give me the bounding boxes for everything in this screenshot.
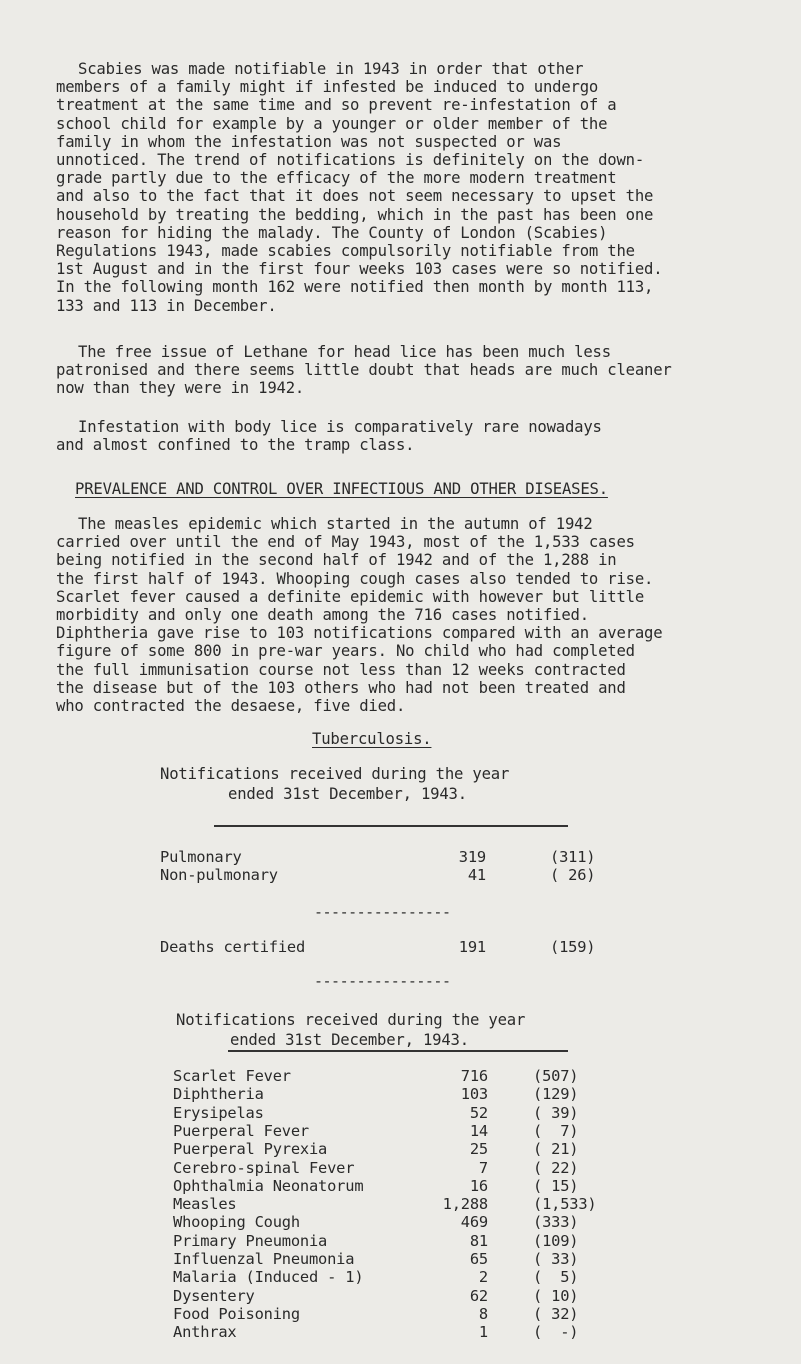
- infectious-row-previous: ( 33): [533, 1250, 579, 1268]
- infectious-row-label: Whooping Cough: [173, 1213, 300, 1232]
- infectious-row-previous: (1,533): [533, 1195, 597, 1214]
- paragraph-body-lice: Infestation with body lice is comparatively rare nowadays and almost confined to the tramp class.: [56, 418, 602, 455]
- infectious-caption-line1: Notifications received during the year: [176, 1011, 526, 1029]
- infectious-row-previous: ( 15): [533, 1176, 579, 1195]
- infectious-row-current: 103: [460, 1085, 488, 1104]
- infectious-row: [0, 1250, 801, 1268]
- infectious-row-current: 8: [478, 1304, 488, 1323]
- tb-row-current: 319: [458, 848, 486, 866]
- infectious-row-label: Cerebro-spinal Fever: [173, 1158, 355, 1177]
- infectious-row: [0, 1323, 801, 1341]
- infectious-row-label: Puerperal Pyrexia: [173, 1140, 328, 1159]
- infectious-caption-underline: [228, 1050, 568, 1052]
- infectious-row-current: 14: [469, 1121, 488, 1140]
- tb-row: [0, 866, 801, 884]
- infectious-row: [0, 1195, 801, 1213]
- infectious-row: [0, 1213, 801, 1231]
- infectious-row-previous: ( 32): [533, 1304, 579, 1323]
- infectious-row-current: 716: [460, 1067, 488, 1085]
- infectious-row: [0, 1177, 801, 1195]
- tb-row-previous: (311): [550, 848, 596, 866]
- infectious-row-current: 81: [469, 1231, 488, 1250]
- infectious-row-label: Scarlet Fever: [173, 1067, 291, 1085]
- infectious-row: [0, 1268, 801, 1286]
- infectious-row-label: Diphtheria: [173, 1085, 264, 1104]
- infectious-row-label: Anthrax: [173, 1323, 237, 1342]
- infectious-row-label: Malaria (Induced - 1): [173, 1268, 364, 1287]
- infectious-row: [0, 1085, 801, 1103]
- infectious-row: [0, 1305, 801, 1323]
- tb-deaths-row: [0, 938, 801, 956]
- infectious-row-previous: ( 7): [533, 1121, 579, 1140]
- tb-deaths-label: Deaths certified: [160, 938, 306, 956]
- tb-row-label: Non-pulmonary: [160, 866, 278, 884]
- tb-caption-line1: Notifications received during the year: [160, 765, 510, 783]
- infectious-row-current: 52: [469, 1103, 488, 1122]
- tb-row-label: Pulmonary: [160, 848, 242, 866]
- tb-row-current: 41: [467, 866, 486, 884]
- infectious-row-label: Primary Pneumonia: [173, 1231, 328, 1250]
- infectious-row-current: 65: [469, 1250, 488, 1268]
- infectious-row-previous: (507): [533, 1067, 579, 1085]
- paragraph-lethane: The free issue of Lethane for head lice has been much less patronised and there seems little doubt that heads are much cleaner now than they were in 1942.: [56, 343, 672, 398]
- infectious-row-previous: ( 39): [533, 1103, 579, 1122]
- infectious-row-previous: (109): [533, 1231, 579, 1250]
- infectious-row-label: Food Poisoning: [173, 1304, 300, 1323]
- heading-prevalence: PREVALENCE AND CONTROL OVER INFECTIOUS AND OTHER DISEASES.: [75, 480, 608, 498]
- tb-deaths-previous: (159): [550, 938, 596, 956]
- paragraph-scabies: Scabies was made notifiable in 1943 in order that other members of a family might if infested be induced to undergo treatment at the same time and so prevent re-infestation of a school child for example by a younger or older member of the family in whom the infestation was not suspected or was unnoticed. The trend of notifications is definitely on the down- grade partly due to the efficacy of the more modern treatment and also to the fact that it does not seem necessary to upset the household by treating the bedding, which in the past has been one reason for hiding the malady. The County of London (Scabies) Regulations 1943, made scabies compulsorily notifiable from the 1st August and in the first four weeks 103 cases were so notified. In the following month 162 were notified then month by month 113, 133 and 113 in December.: [56, 60, 663, 315]
- infectious-row: [0, 1287, 801, 1305]
- infectious-row-label: Puerperal Fever: [173, 1121, 309, 1140]
- tb-deaths-current: 191: [458, 938, 486, 956]
- infectious-caption-line2: ended 31st December, 1943.: [230, 1031, 469, 1049]
- paragraph-measles: The measles epidemic which started in the autumn of 1942 carried over until the end of May 1943, most of the 1,533 cases being notified in the second half of 1942 and of the 1,288 in the first half of 1943. Whooping cough cases also tended to rise. Scarlet fever caused a definite epidemic with however but little morbidity and only one death among the 716 cases notified. Diphtheria gave rise to 103 notifications compared with an average figure of some 800 in pre-war years. No child who had completed the full immunisation course not less than 12 weeks contracted the disease but of the 103 others who had not been treated and who contracted the desaese, five died.: [56, 515, 663, 716]
- infectious-row-previous: ( 22): [533, 1158, 579, 1177]
- heading-tuberculosis: Tuberculosis.: [312, 730, 432, 748]
- infectious-row-current: 2: [478, 1268, 488, 1287]
- infectious-row-previous: ( -): [533, 1323, 579, 1342]
- infectious-row: [0, 1159, 801, 1177]
- infectious-row-current: 7: [478, 1158, 488, 1177]
- infectious-row-label: Influenzal Pneumonia: [173, 1250, 355, 1268]
- tb-row-previous: ( 26): [550, 866, 596, 884]
- infectious-row: [0, 1104, 801, 1122]
- infectious-row: [0, 1067, 801, 1085]
- tb-separator-top: ----------------: [314, 903, 451, 921]
- infectious-row-label: Erysipelas: [173, 1103, 264, 1122]
- infectious-row-current: 1,288: [442, 1195, 488, 1214]
- tb-caption-underline: [214, 825, 568, 827]
- tb-caption-line2: ended 31st December, 1943.: [228, 785, 467, 803]
- infectious-row-current: 469: [460, 1213, 488, 1232]
- tb-separator-bottom: ----------------: [314, 972, 451, 990]
- tb-row: [0, 848, 801, 866]
- infectious-row-previous: ( 21): [533, 1140, 579, 1159]
- infectious-row-label: Dysentery: [173, 1286, 255, 1305]
- infectious-row-label: Ophthalmia Neonatorum: [173, 1176, 364, 1195]
- infectious-row-previous: ( 5): [533, 1268, 579, 1287]
- infectious-row-current: 16: [469, 1176, 488, 1195]
- infectious-row-previous: ( 10): [533, 1286, 579, 1305]
- infectious-row: [0, 1140, 801, 1158]
- infectious-row-current: 25: [469, 1140, 488, 1159]
- infectious-row-previous: (129): [533, 1085, 579, 1104]
- infectious-row: [0, 1122, 801, 1140]
- infectious-row-current: 62: [469, 1286, 488, 1305]
- infectious-row-previous: (333): [533, 1213, 579, 1232]
- infectious-row-label: Measles: [173, 1195, 237, 1214]
- infectious-row-current: 1: [478, 1323, 488, 1342]
- infectious-row: [0, 1232, 801, 1250]
